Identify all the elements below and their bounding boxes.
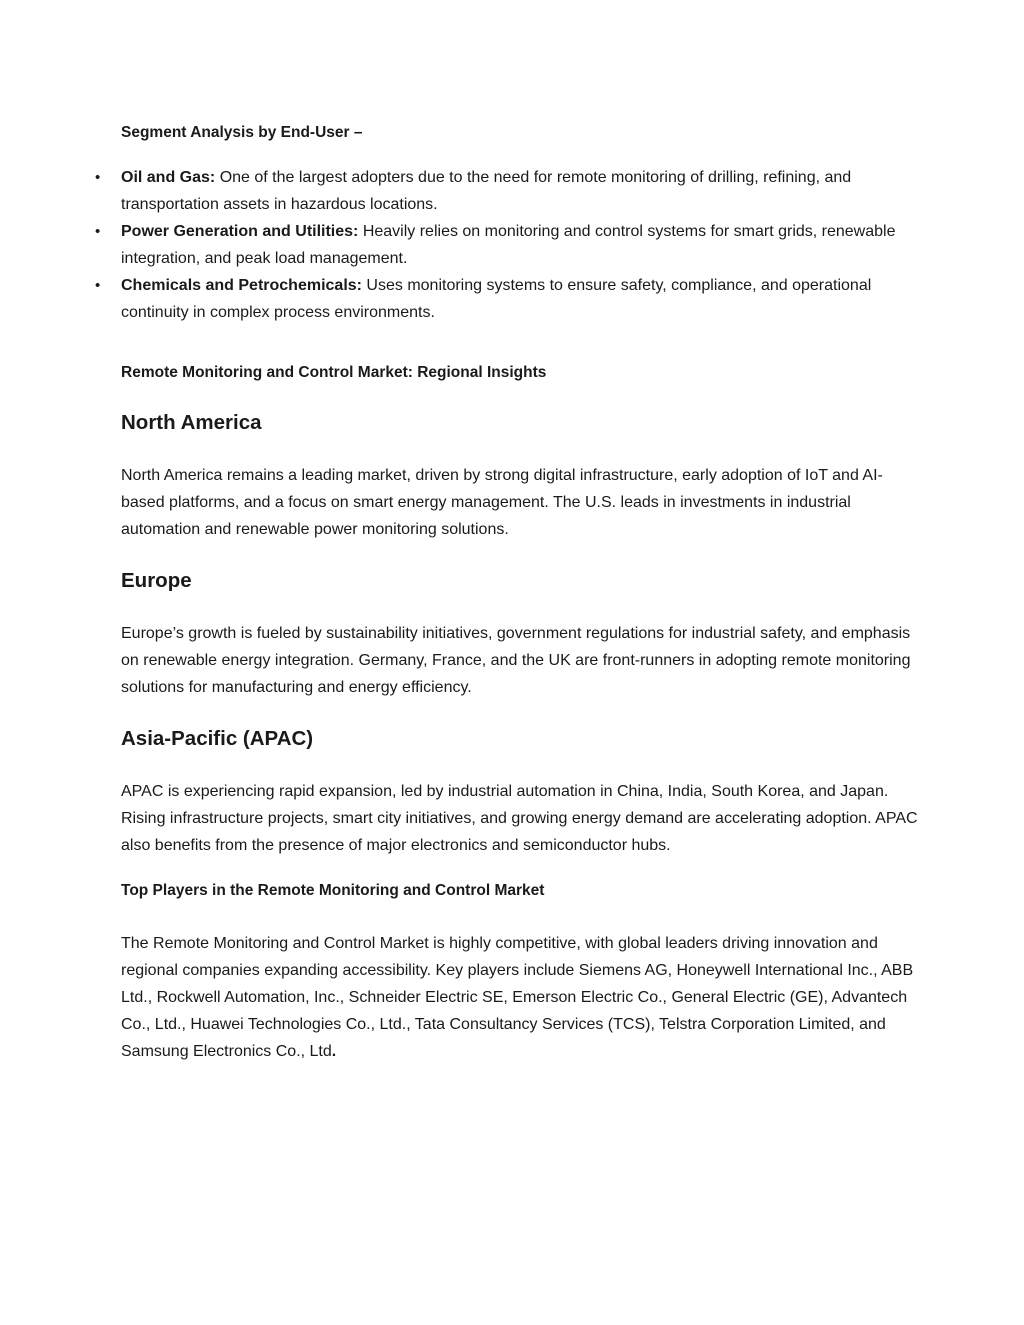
region-paragraph-apac: APAC is experiencing rapid expansion, led by industrial automation in China, India, South Korea, and Japan. Rising infrastructure projects, smart city initiatives, and growing energy demand are accelerating adoption. APAC also benefits from the presence of major electronics and semiconductor hubs. [121, 783, 918, 854]
bullet-lead-oil-and-gas: Oil and Gas: [121, 169, 216, 186]
end-user-bullet-list [95, 164, 918, 326]
bullet-lead-power-generation: Power Generation and Utilities: [121, 223, 359, 240]
top-players-text: The Remote Monitoring and Control Market is highly competitive, with global leaders driving innovation and regional companies expanding accessibility. Key players include Siemens AG, Honeywell International Inc., ABB Ltd., Rockwell Automation, Inc., Schneider Electric SE, Emerson Electric Co., General Electric (GE), Advantech Co., Ltd., Huawei Technologies Co., Ltd., Tata Consultancy Services (TCS), Telstra Corporation Limited, and Samsung Electronics Co., Ltd [121, 935, 914, 1060]
top-players-heading: Top Players in the Remote Monitoring and Control Market [121, 882, 545, 899]
top-players-paragraph [121, 930, 918, 1065]
list-item [95, 218, 918, 272]
region-section-europe [121, 567, 918, 701]
region-section-apac [121, 725, 918, 859]
bullet-icon: • [95, 277, 101, 294]
bullet-icon: • [95, 223, 101, 240]
top-players-final-period: . [331, 1043, 337, 1060]
bullet-text: Uses monitoring systems to ensure safety, compliance, and operational continuity in complex process environments. [121, 277, 872, 321]
region-title-north-america: North America [121, 411, 262, 434]
bullet-text: One of the largest adopters due to the need for remote monitoring of drilling, refining, and transportation assets in hazardous locations. [121, 169, 852, 213]
region-title-europe: Europe [121, 569, 192, 592]
region-paragraph-north-america: North America remains a leading market, driven by strong digital infrastructure, early adoption of IoT and AI-based platforms, and a focus on smart energy management. The U.S. leads in investments in industrial automation and renewable power monitoring solutions. [121, 467, 883, 538]
list-item [95, 272, 918, 326]
region-section-north-america [121, 409, 918, 543]
bullet-text: Heavily relies on monitoring and control systems for smart grids, renewable integration, and peak load management. [121, 223, 896, 267]
bullet-icon: • [95, 169, 101, 186]
regional-insights-heading: Remote Monitoring and Control Market: Regional Insights [121, 364, 547, 381]
region-paragraph-europe: Europe’s growth is fueled by sustainability initiatives, government regulations for industrial safety, and emphasis on renewable energy integration. Germany, France, and the UK are front-runners in adopting remote monitoring solutions for manufacturing and energy efficiency. [121, 625, 911, 696]
list-item [95, 164, 918, 218]
segment-analysis-heading: Segment Analysis by End-User – [121, 124, 363, 141]
bullet-lead-chemicals: Chemicals and Petrochemicals: [121, 277, 362, 294]
region-title-apac: Asia-Pacific (APAC) [121, 727, 314, 750]
